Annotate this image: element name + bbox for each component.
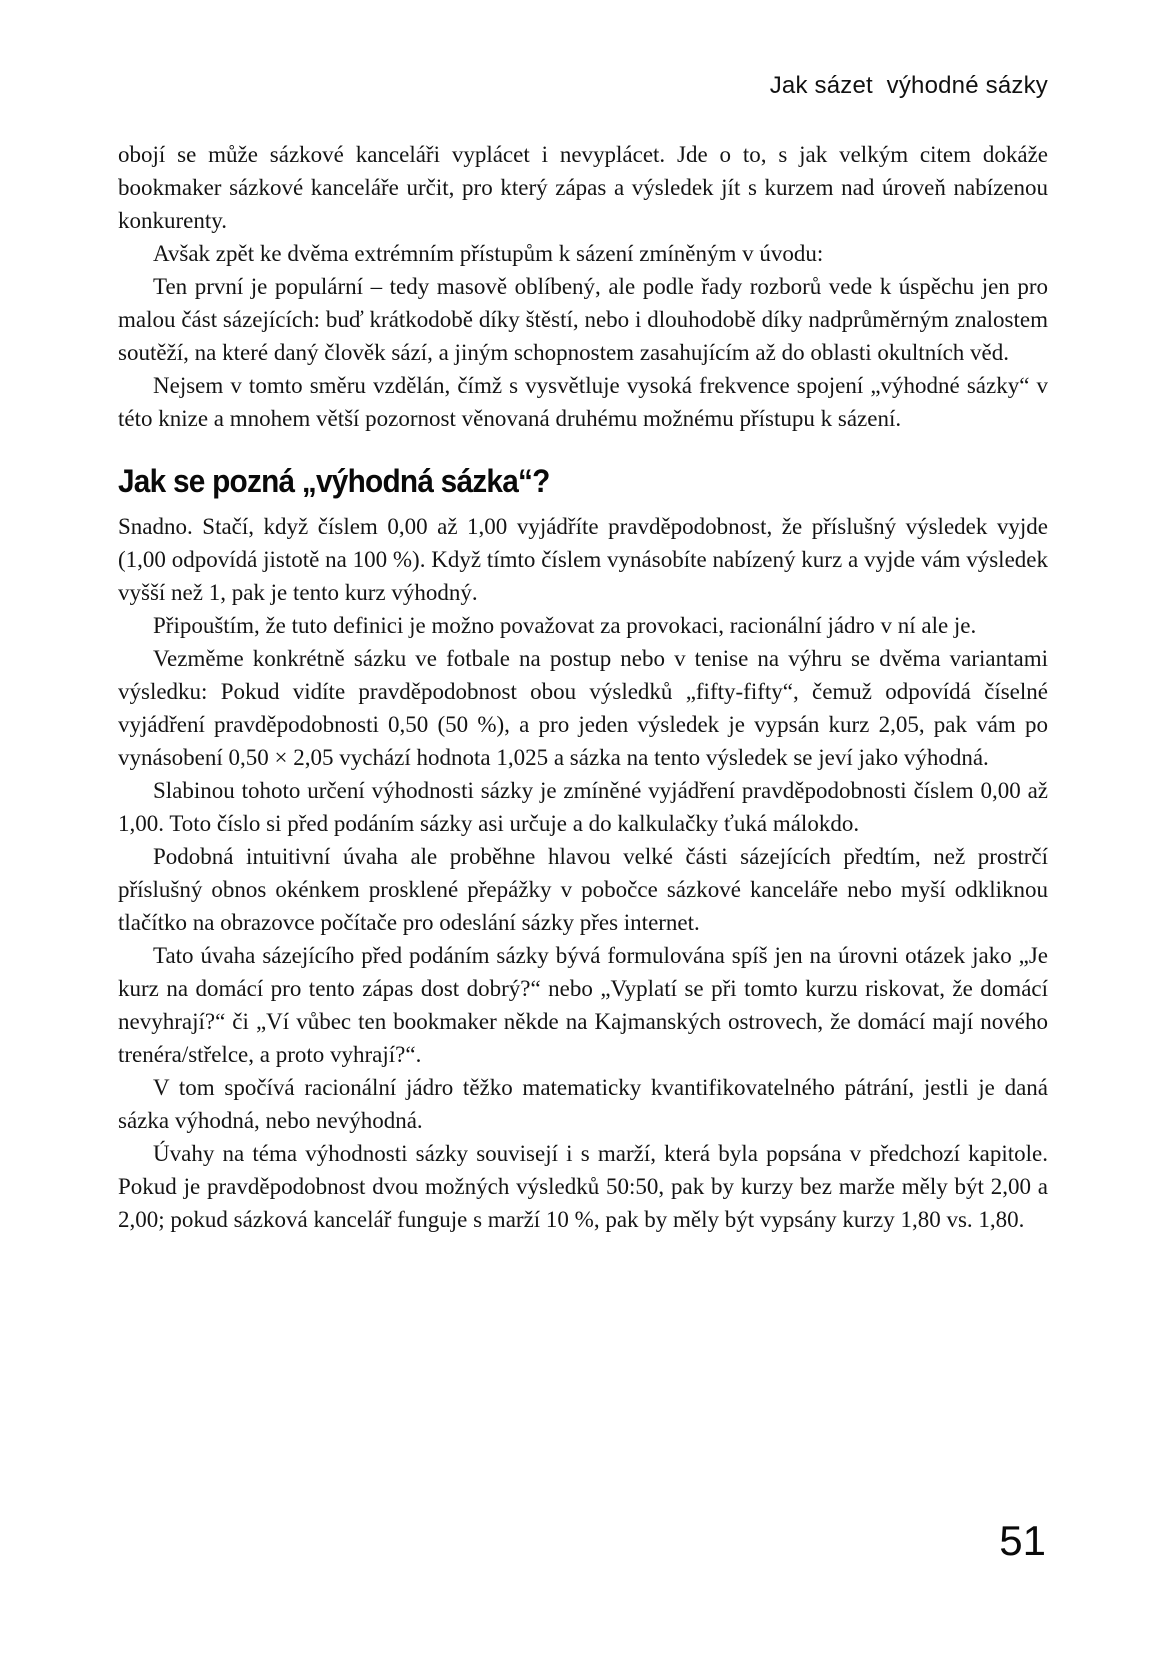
paragraph: Nejsem v tomto směru vzdělán, čímž s vysvětluje vysoká frekvence spojení „výhodné sázky“ v této knize a mnohem větší pozornost věnovaná druhému možnému přístupu k sázení. <box>118 373 1048 431</box>
section-heading: Jak se pozná „výhodná sázka“? <box>118 463 550 499</box>
running-header: Jak sázet výhodné sázky <box>769 72 1048 99</box>
paragraph: Tato úvaha sázejícího před podáním sázky bývá formulována spíš jen na úrovni otázek jako „Je kurz na domácí pro tento zápas dost dobrý?“ nebo „Vyplatí se při tomto kurzu riskovat, že domácí nevyhrají?“ či „Ví vůbec ten bookmaker někde na Kajmanských ostrovech, že domácí mají nového trenéra/střelce, a proto vyhrají?“. <box>118 943 1048 1067</box>
body-text <box>118 138 1048 1236</box>
paragraph: Slabinou tohoto určení výhodnosti sázky je zmíněné vyjádření pravděpodobnosti číslem 0,00 až 1,00. Toto číslo si před podáním sázky asi určuje a do kalkulačky ťuká málokdo. <box>118 778 1048 836</box>
paragraph: Úvahy na téma výhodnosti sázky souvisejí i s marží, která byla popsána v předchozí kapitole. Pokud je pravděpodobnost dvou možných výsledků 50:50, pak by kurzy bez marže měly být 2,00 a 2,00; pokud sázková kancelář funguje s marží 10 %, pak by měly být vypsány kurzy 1,80 vs. 1,80. <box>118 1141 1048 1232</box>
paragraph: Připouštím, že tuto definici je možno považovat za provokaci, racionální jádro v ní ale je. <box>153 613 977 638</box>
paragraph: Avšak zpět ke dvěma extrémním přístupům k sázení zmíněným v úvodu: <box>153 241 824 266</box>
paragraph: obojí se může sázkové kanceláři vyplácet i nevyplácet. Jde o to, s jak velkým citem dokáže bookmaker sázkové kanceláře určit, pro který zápas a výsledek jít s kurzem nad úroveň nabízenou konkurenty. <box>118 142 1048 233</box>
paragraph: Vezměme konkrétně sázku ve fotbale na postup nebo v tenise na výhru se dvěma variantami výsledku: Pokud vidíte pravděpodobnost obou výsledků „fifty-fifty“, čemuž odpovídá číselné vyjádření pravděpodobnosti 0,50 (50 %), a pro jeden výsledek je vypsán kurz 2,05, pak vám po vynásobení 0,50 × 2,05 vychází hodnota 1,025 a sázka na tento výsledek se jeví jako výhodná. <box>118 646 1048 770</box>
page-number: 51 <box>999 1517 1046 1564</box>
paragraph: V tom spočívá racionální jádro těžko matematicky kvantifikovatelného pátrání, jestli je daná sázka výhodná, nebo nevýhodná. <box>118 1075 1048 1133</box>
paragraph: Snadno. Stačí, když číslem 0,00 až 1,00 vyjádříte pravděpodobnost, že příslušný výsledek vyjde (1,00 odpovídá jistotě na 100 %). Když tímto číslem vynásobíte nabízený kurz a vyjde vám výsledek vyšší než 1, pak je tento kurz výhodný. <box>118 514 1048 605</box>
paragraph: Ten první je populární – tedy masově oblíbený, ale podle řady rozborů vede k úspěchu jen pro malou část sázejících: buď krátkodobě díky štěstí, nebo i dlouhodobě díky nadprůměrným znalostem soutěží, na které daný člověk sází, a jiným schopnostem zasahujícím až do oblasti okultních věd. <box>118 274 1048 365</box>
paragraph: Podobná intuitivní úvaha ale proběhne hlavou velké části sázejících předtím, než prostrčí příslušný obnos okénkem prosklené přepážky v pobočce sázkové kanceláře nebo myší odkliknou tlačítko na obrazovce počítače pro odeslání sázky přes internet. <box>118 844 1048 935</box>
